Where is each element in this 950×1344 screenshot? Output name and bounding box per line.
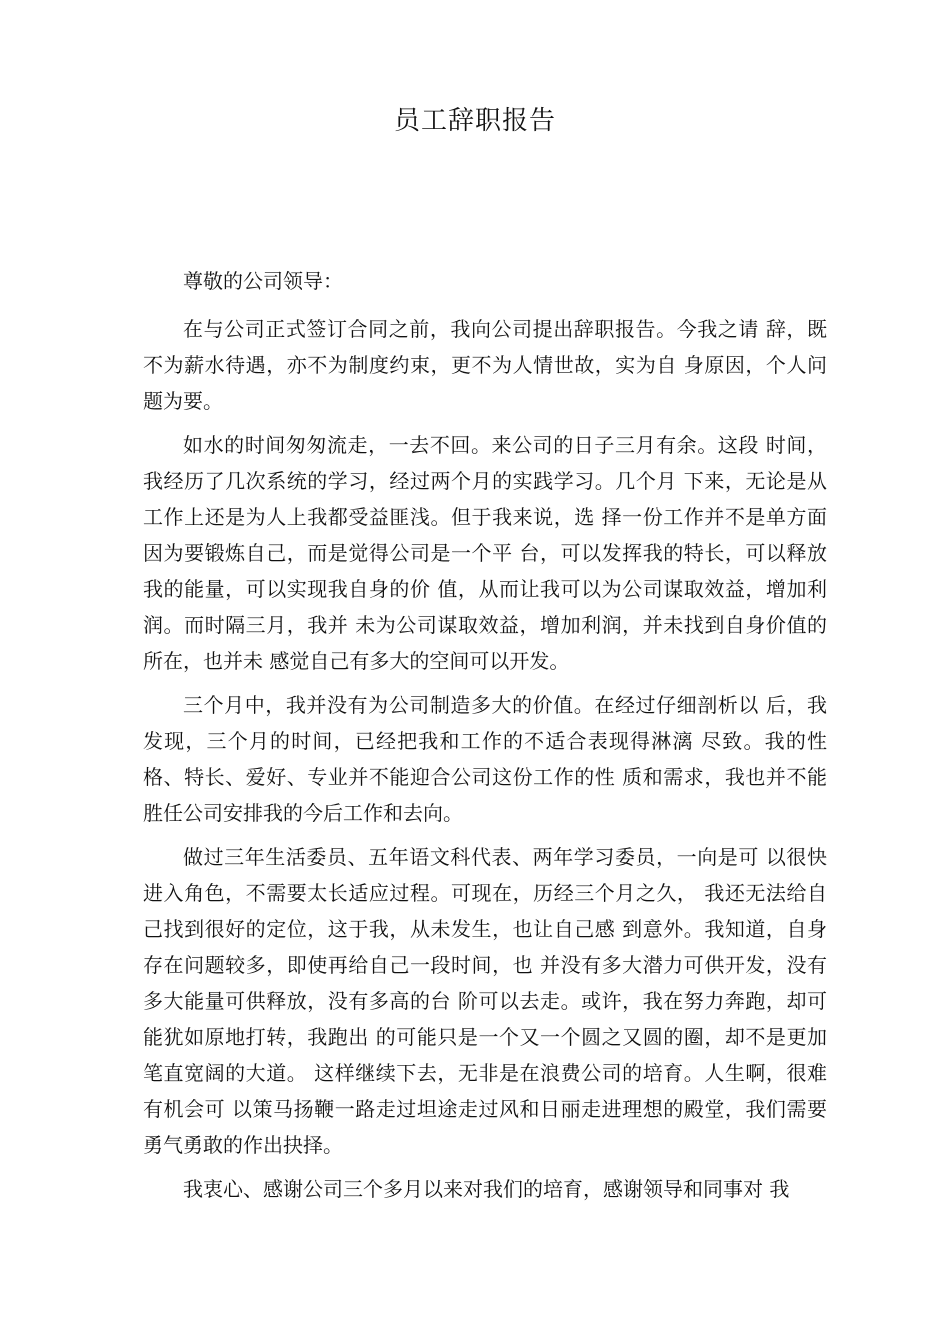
document-title: 员工辞职报告 <box>393 106 556 136</box>
paragraph-1: 在与公司正式签订合同之前，我向公司提出辞职报告。今我之请 辞，既不为薪水待遇，亦不为制度约束，更不为人情世故，实为自 身原因，个人问题为要。 <box>143 317 827 413</box>
document-body <box>143 263 827 1215</box>
paragraph-4: 做过三年生活委员、五年语文科代表、两年学习委员，一向是可 以很快进入角色，不需要太长适应过程。可现在，历经三个月之久， 我还无法给自己找到很好的定位，这于我，从未发生，也让自己感 到意外。我知道，自身存在问题较多，即使再给自己一段时间，也 并没有多大潜力可供开发，没有多大能量可供释放，没有多高的台 阶可以去走。或许，我在努力奔跑，却可能犹如原地打转，我跑出 的可能只是一个又一个圆之又圆的圈，却不是更加笔直宽阔的大道。 这样继续下去，无非是在浪费公司的培育。人生啊，很难有机会可 以策马扬鞭一路走过坦途走过风和日丽走进理想的殿堂，我们需要 勇气勇敢的作出抉择。 <box>143 845 827 1157</box>
salutation: 尊敬的公司领导： <box>183 269 343 293</box>
paragraph-5: 我衷心、感谢公司三个多月以来对我们的培育，感谢领导和同事对 我 <box>183 1177 790 1201</box>
paragraph-2: 如水的时间匆匆流走，一去不回。来公司的日子三月有余。这段 时间，我经历了几次系统的学习，经过两个月的实践学习。几个月 下来，无论是从工作上还是为人上我都受益匪浅。但于我来说，选 择一份工作并不是单方面因为要锻炼自己，而是觉得公司是一个平 台，可以发挥我的特长，可以释放我的能量，可以实现我自身的价 值，从而让我可以为公司谋取效益，增加利润。而时隔三月，我并 未为公司谋取效益，增加利润，并未找到自身价值的所在，也并未 感觉自己有多大的空间可以开发。 <box>143 433 827 673</box>
paragraph-3: 三个月中，我并没有为公司制造多大的价值。在经过仔细剖析以 后，我发现，三个月的时间，已经把我和工作的不适合表现得淋漓 尽致。我的性格、特长、爱好、专业并不能迎合公司这份工作的性 质和需求，我也并不能胜任公司安排我的今后工作和去向。 <box>143 693 827 825</box>
